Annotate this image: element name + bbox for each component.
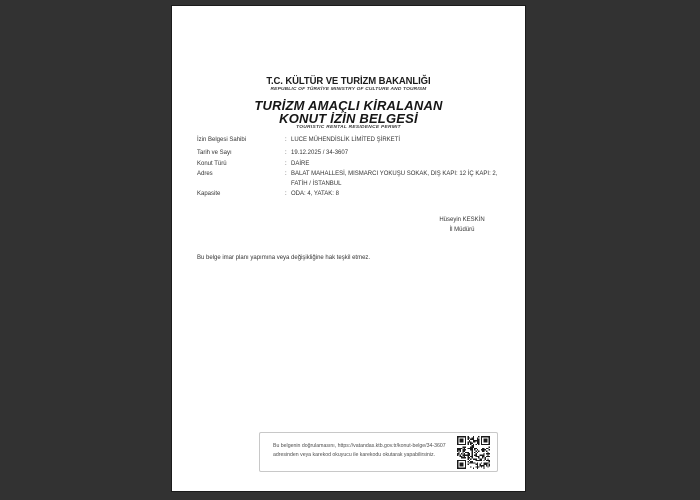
field-row-capacity [197, 189, 503, 199]
field-row-address [197, 169, 503, 189]
permit-subtitle: TOURISTIC RENTAL RESIDENCE PERMIT [296, 125, 401, 130]
verification-text-line2: adresinden veya karekod okuyucu ile karekodu okutarak yapabilirsiniz. [273, 451, 436, 458]
field-colon: : [285, 137, 287, 143]
field-label: Adres [197, 171, 213, 177]
field-colon: : [285, 150, 287, 156]
signatory-name: Hüseyin KESKİN [439, 217, 485, 223]
legal-note: Bu belge imar planı yapımına veya değişikliğine hak teşkil etmez. [197, 255, 371, 261]
signature-block [402, 215, 522, 235]
qr-code-icon [457, 436, 490, 469]
field-value: DAİRE [291, 161, 310, 167]
field-value: BALAT MAHALLESİ, MISMARCI YOKUŞU SOKAK, DIŞ KAPI: 12 İÇ KAPI: 2, FATİH / İSTANBUL [291, 171, 498, 187]
field-colon: : [285, 171, 287, 177]
permit-title-line2: KONUT İZİN BELGESİ [279, 111, 418, 126]
field-row-permit-holder [197, 135, 503, 145]
ministry-title [172, 76, 525, 87]
field-value: LUCE MÜHENDİSLİK LİMİTED ŞİRKETİ [291, 137, 401, 143]
signatory-title: İl Müdürü [449, 227, 475, 233]
verification-text [273, 442, 446, 459]
verification-box [259, 432, 498, 472]
field-colon: : [285, 191, 287, 197]
field-label: İzin Belgesi Sahibi [197, 137, 247, 143]
ministry-title-text: T.C. KÜLTÜR VE TURİZM BAKANLIĞI [266, 76, 431, 87]
field-colon: : [285, 161, 287, 167]
field-row-residence-type [197, 159, 503, 169]
field-row-date-number [197, 148, 503, 158]
field-label: Tarih ve Sayı [197, 150, 232, 156]
permit-title-line1: TURİZM AMAÇLI KİRALANAN [254, 98, 443, 113]
field-label: Kapasite [197, 191, 221, 197]
document-page [171, 5, 526, 492]
field-label: Konut Türü [197, 161, 227, 167]
ministry-subtitle: REPUBLIC OF TÜRKİYE MINISTRY OF CULTURE AND TOURISM [270, 87, 427, 92]
verification-text-line1: Bu belgenin doğrulamasını, https://vatandas.ktb.gov.tr/konut-belge/34-3607 [273, 443, 446, 449]
field-value: 19.12.2025 / 34-3607 [291, 150, 349, 156]
field-value: ODA: 4, YATAK: 8 [291, 191, 339, 197]
